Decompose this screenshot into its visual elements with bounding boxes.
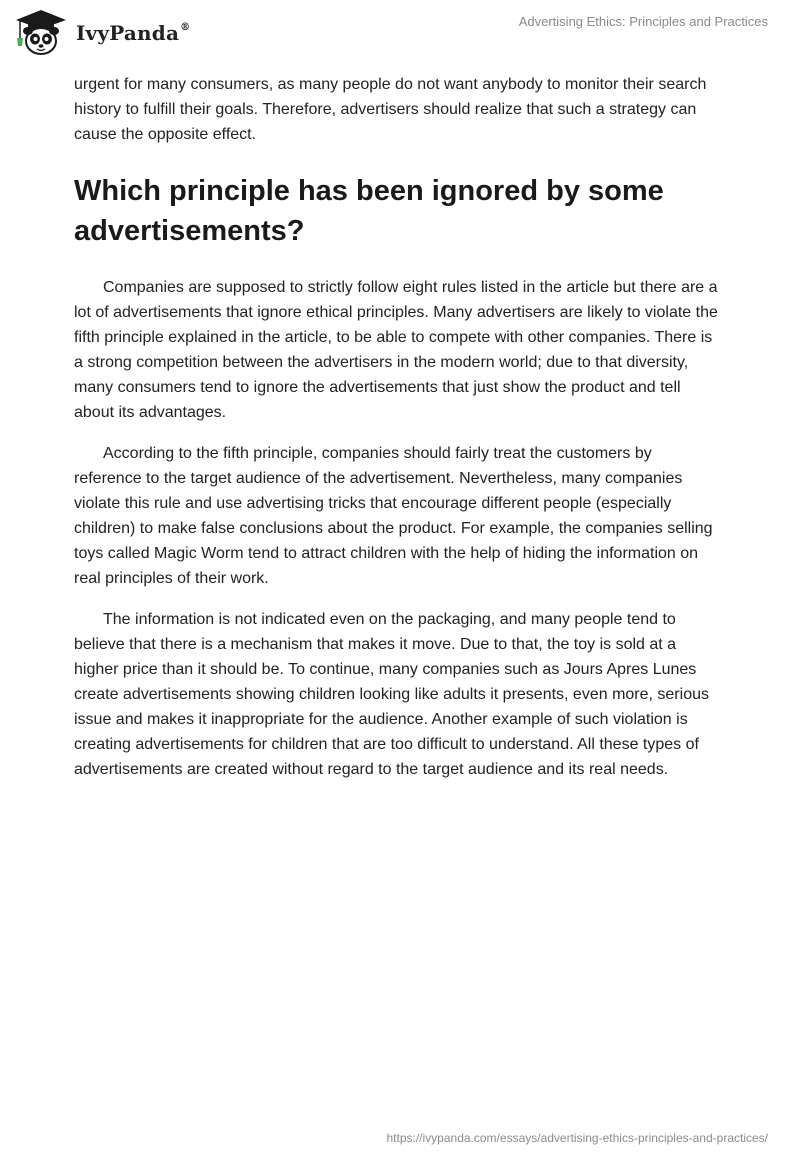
lead-paragraph: urgent for many consumers, as many people do not want anybody to monitor their search history to fulfill their goals. Therefore, advertisers should realize that such a strategy can cause the opposite effect. xyxy=(74,76,707,143)
source-url-link[interactable]: https://ivypanda.com/essays/advertising-ethics-principles-and-practices/ xyxy=(386,1131,768,1145)
ivypanda-logo[interactable] xyxy=(14,8,190,58)
section-heading: Which principle has been ignored by some advertisements? xyxy=(74,175,664,247)
essay-body xyxy=(74,72,722,798)
registered-mark: ® xyxy=(180,22,191,33)
brand-label: IvyPanda xyxy=(76,21,180,45)
panda-graduate-icon xyxy=(14,8,68,58)
body-paragraph-1: Companies are supposed to strictly follow eight rules listed in the article but there are a lot of advertisements that ignore ethical principles. Many advertisers are likely to violate the fifth principle explained in the article, to be able to compete with other companies. There is a strong competition between the advertisers in the modern world; due to that diversity, many consumers tend to ignore the advertisements that just show the product and tell about its advantages. xyxy=(74,279,718,421)
page-header xyxy=(0,0,800,70)
brand-name xyxy=(76,21,190,45)
body-paragraph-3: The information is not indicated even on the packaging, and many people tend to believe that there is a mechanism that makes it move. Due to that, the toy is sold at a higher price than it should be. To continue, many companies such as Jours Apres Lunes create advertisements showing children looking like adults it presents, even more, serious issue and makes it inappropriate for the audience. Another example of such violation is creating advertisements for children that are too difficult to understand. All these types of advertisements are created without regard to the target audience and its real needs. xyxy=(74,611,709,778)
body-paragraph-2: According to the fifth principle, companies should fairly treat the customers by reference to the target audience of the advertisement. Nevertheless, many companies violate this rule and use advertising tricks that encourage different people (especially children) to make false conclusions about the product. For example, the companies selling toys called Magic Worm tend to attract children with the help of hiding the information on real principles of their work. xyxy=(74,445,713,587)
document-title: Advertising Ethics: Principles and Practices xyxy=(518,14,768,29)
